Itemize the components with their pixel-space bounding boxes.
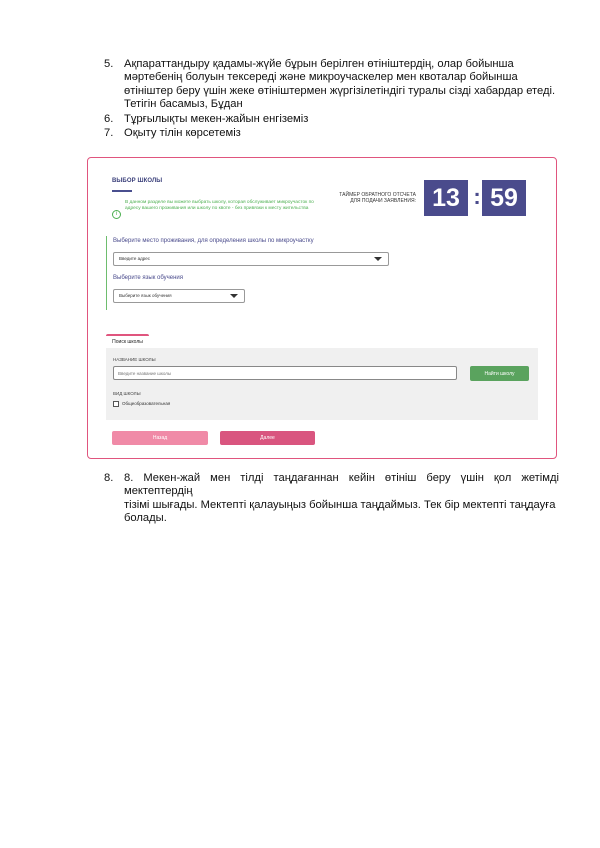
info-text-line: В данном разделе вы можете выбрать школу, которая обслуживает микроучасток по bbox=[125, 200, 314, 205]
list-text-line: тізімі шығады. Мектепті қалауыңыз бойынша таңдаймыз. Тек бір мектепті таңдауға bbox=[124, 498, 556, 511]
title-underline bbox=[112, 190, 132, 192]
timer-minutes: 13 bbox=[424, 180, 468, 216]
list-text: Тұрғылықты мекен-жайын енгіземіз bbox=[124, 113, 309, 125]
school-name-label: НАЗВАНИЕ ШКОЛЫ bbox=[113, 357, 156, 362]
list-text-line: мәртебенің болуын тексереді және микроучаскелер мен квоталар бойынша bbox=[124, 71, 518, 84]
chevron-down-icon bbox=[374, 257, 382, 261]
info-icon: i bbox=[112, 210, 121, 219]
checkbox-label: Общеобразовательная bbox=[122, 401, 171, 406]
language-label: Выберите язык обучения bbox=[113, 275, 184, 281]
list-number: 8. bbox=[104, 472, 114, 484]
list-text: Оқыту тілін көрсетеміз bbox=[124, 127, 241, 139]
next-button[interactable]: Далее bbox=[220, 431, 315, 445]
selection-section bbox=[106, 236, 396, 310]
school-type-label: ВИД ШКОЛЫ bbox=[113, 391, 141, 396]
school-name-field bbox=[113, 366, 457, 380]
timer-seconds: 59 bbox=[482, 180, 526, 216]
back-button[interactable]: Назад bbox=[112, 431, 208, 445]
address-select-value: Введите адрес bbox=[119, 256, 151, 261]
timer-label bbox=[328, 192, 416, 204]
form-title: ВЫБОР ШКОЛЫ bbox=[112, 178, 163, 184]
general-education-checkbox[interactable] bbox=[113, 401, 119, 407]
timer-colon: : bbox=[473, 184, 481, 209]
list-text-line: болады. bbox=[124, 512, 167, 525]
list-text-line: Ақпараттандыру қадамы-жүйе бұрын берілген өтініштердің, олар бойынша bbox=[124, 58, 514, 70]
school-name-input[interactable] bbox=[114, 367, 456, 379]
chevron-down-icon bbox=[230, 294, 238, 298]
timer-label-line: ДЛЯ ПОДАЧИ ЗАЯВЛЕНИЯ: bbox=[350, 198, 416, 204]
info-text-line: адресу вашего проживания или школу по квоте - без привязки к месту жительства bbox=[125, 205, 309, 211]
language-select-value: Выберите язык обучения bbox=[119, 293, 172, 298]
school-search-panel bbox=[106, 348, 538, 420]
list-number: 7. bbox=[104, 127, 114, 139]
list-text-line: Тетігін басамыз, Бұдан bbox=[124, 98, 243, 111]
timer-label-line: ТАЙМЕР ОБРАТНОГО ОТСЧЕТА bbox=[339, 192, 416, 198]
list-text-line: 8. Мекен-жай мен тілді таңдағаннан кейін өтініш беру үшін қол жетімді мектептердің bbox=[124, 472, 559, 498]
language-select[interactable] bbox=[113, 289, 245, 303]
list-text-line: өтініштер беру үшін жеке өтініштермен жүргізілетіндігі туралы сізді хабардар етеді. bbox=[124, 84, 556, 97]
list-number: 5. bbox=[104, 58, 114, 70]
tab-school-search[interactable]: Поиск школы bbox=[106, 334, 149, 348]
embedded-screenshot bbox=[87, 157, 557, 459]
list-number: 6. bbox=[104, 113, 114, 125]
address-label: Выберите место проживания, для определения школы по микроучастку bbox=[113, 238, 314, 244]
find-school-button[interactable]: Найти школу bbox=[470, 366, 529, 381]
address-select[interactable] bbox=[113, 252, 389, 266]
